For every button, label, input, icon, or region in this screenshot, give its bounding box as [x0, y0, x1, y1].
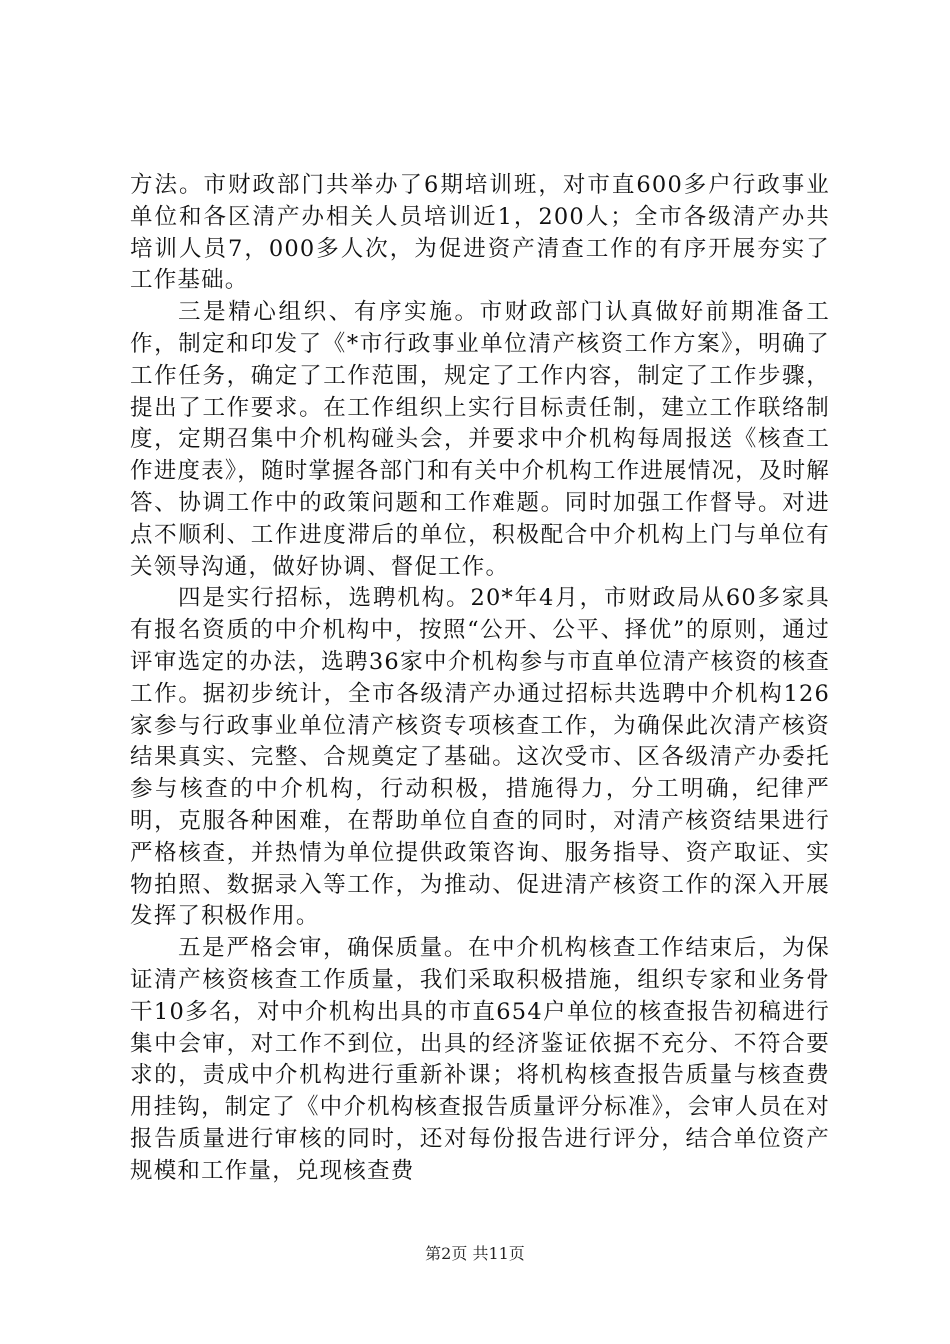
paragraph-review: 五是严格会审，确保质量。在中介机构核查工作结束后，为保证清产核资核查工作质量，我们采取积极措施，组织专家和业务骨干10多名，对中介机构出具的市直654户单位的核查报告初稿进行集中会审，对工作不到位，出具的经济鉴证依据不充分、不符合要求的，责成中介机构进行重新补课；将机构核查报告质量与核查费用挂钩，制定了《中介机构核查报告质量评分标准》，会审人员在对报告质量进行审核的同时，还对每份报告进行评分，结合单位资产规模和工作量，兑现核查费	[130, 935, 830, 1184]
paragraph-training: 方法。市财政部门共举办了6期培训班，对市直600多户行政事业单位和各区清产办相关人员培训近1，200人；全市各级清产办共培训人员7，000多人次，为促进资产清查工作的有序开展夯实了工作基础。	[130, 172, 830, 294]
page-footer: 第2页 共11页	[425, 1244, 525, 1263]
paragraph-organization: 三是精心组织、有序实施。市财政部门认真做好前期准备工作，制定和印发了《*市行政事业单位清产核资工作方案》，明确了工作任务，确定了工作范围，规定了工作内容，制定了工作步骤，提出了工作要求。在工作组织上实行目标责任制，建立工作联络制度，定期召集中介机构碰头会，并要求中介机构每周报送《核查工作进度表》，随时掌握各部门和有关中介机构工作进展情况，及时解答、协调工作中的政策问题和工作难题。同时加强工作督导。对进点不顺利、工作进度滞后的单位，积极配合中介机构上门与单位有关领导沟通，做好协调、督促工作。	[130, 299, 830, 580]
paragraph-tendering: 四是实行招标，选聘机构。20*年4月，市财政局从60多家具有报名资质的中介机构中，按照“公开、公平、择优”的原则，通过评审选定的办法，选聘36家中介机构参与市直单位清产核资的核查工作。据初步统计，全市各级清产办通过招标共选聘中介机构126家参与行政事业单位清产核资专项核查工作，为确保此次清产核资结果真实、完整、合规奠定了基础。这次受市、区各级清产办委托参与核查的中介机构，行动积极，措施得力，分工明确，纪律严明，克服各种困难，在帮助单位自查的同时，对清产核资结果进行严格核查，并热情为单位提供政策咨询、服务指导、资产取证、实物拍照、数据录入等工作，为推动、促进清产核资工作的深入开展发挥了积极作用。	[130, 585, 830, 930]
body-text	[130, 170, 830, 1188]
